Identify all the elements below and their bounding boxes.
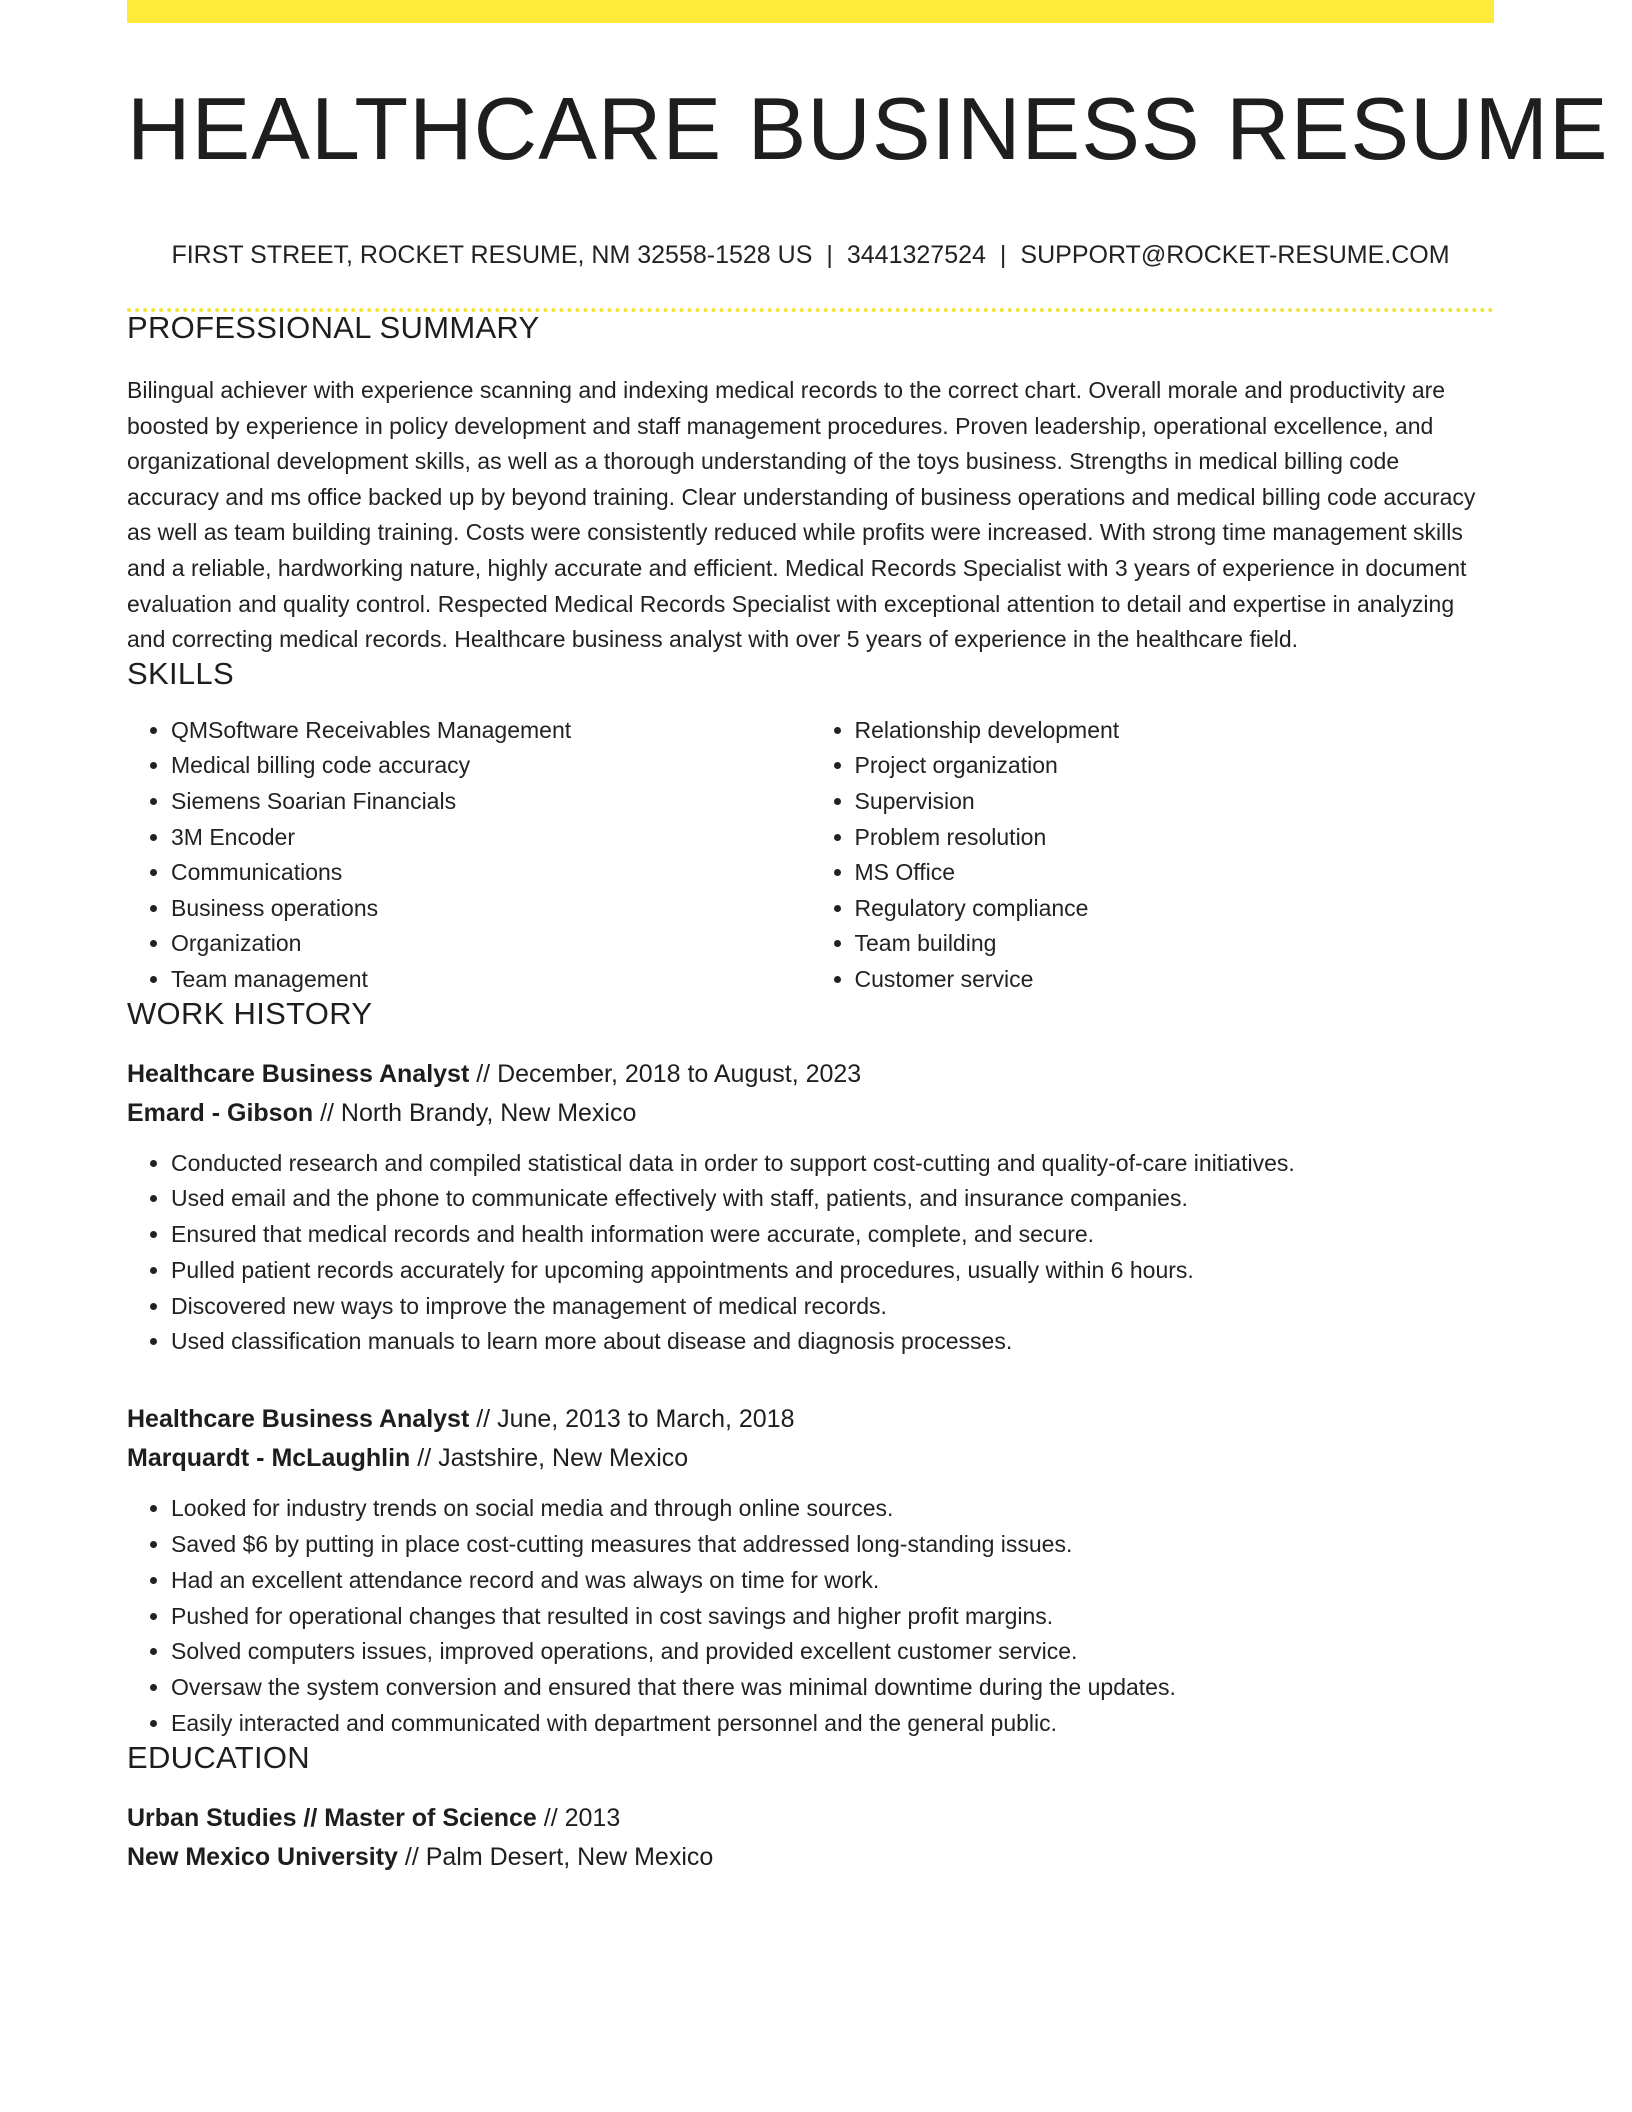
skills-list-left [127, 713, 811, 998]
job-title-line [127, 1400, 1494, 1439]
skill-item: • Team management [171, 962, 811, 998]
skill-item: • Relationship development [855, 713, 1495, 749]
education-entry [127, 1799, 1494, 1877]
job-entry [127, 1055, 1494, 1361]
skill-item: • Project organization [855, 748, 1495, 784]
skill-item: • MS Office [855, 855, 1495, 891]
top-accent-bar [127, 0, 1494, 23]
job-company-line [127, 1439, 1494, 1478]
skill-item: • Communications [171, 855, 811, 891]
work-history-heading: WORK HISTORY [127, 995, 373, 1031]
education-school-line [127, 1838, 1494, 1877]
contact-line [127, 243, 1494, 268]
job-bullets [127, 1146, 1494, 1361]
skill-item: • Siemens Soarian Financials [171, 784, 811, 820]
job-bullet: • Conducted research and compiled statistical data in order to support cost-cutting and quality-of-care initiatives. [171, 1146, 1494, 1182]
contact-phone: 3441327524 [846, 241, 986, 269]
job-bullet: • Pulled patient records accurately for upcoming appointments and procedures, usually within 6 hours. [171, 1253, 1494, 1289]
skill-item: • Business operations [171, 891, 811, 927]
summary-text: Bilingual achiever with experience scanning and indexing medical records to the correct chart. Overall morale and productivity are boosted by experience in policy development and staff management procedures. Proven leadership, operational excellence, and organizational development skills, as well as a thorough understanding of the toys business. Strengths in medical billing code accuracy and ms office backed up by beyond training. Clear understanding of business operations and medical billing code accuracy as well as team building training. Costs were consistently reduced while profits were increased. With strong time management skills and a reliable, hardworking nature, highly accurate and efficient. Medical Records Specialist with 3 years of experience in document evaluation and quality control. Respected Medical Records Specialist with exceptional attention to detail and expertise in analyzing and correcting medical records. Healthcare business analyst with over 5 years of experience in the healthcare field. [127, 377, 1476, 653]
job-company: Marquardt - McLaughlin [127, 1444, 411, 1473]
skills-grid [127, 713, 1494, 998]
job-bullet: • Used email and the phone to communicate effectively with staff, patients, and insurance companies. [171, 1181, 1494, 1217]
contact-address: FIRST STREET, ROCKET RESUME, NM 32558-1528 US [171, 241, 813, 269]
skill-item: • Organization [171, 926, 811, 962]
resume-page [127, 0, 1609, 1877]
job-dates: // June, 2013 to March, 2018 [469, 1405, 795, 1434]
skill-item: • Team building [855, 926, 1495, 962]
job-bullets [127, 1491, 1494, 1742]
job-bullet: • Had an excellent attendance record and was always on time for work. [171, 1563, 1494, 1599]
education-heading: EDUCATION [127, 1739, 310, 1775]
job-bullet: • Oversaw the system conversion and ensured that there was minimal downtime during the updates. [171, 1670, 1494, 1706]
skill-item: • Supervision [855, 784, 1495, 820]
job-bullet: • Saved $6 by putting in place cost-cutting measures that addressed long-standing issues. [171, 1527, 1494, 1563]
job-entry [127, 1400, 1494, 1742]
skill-item: • Customer service [855, 962, 1495, 998]
job-location: // North Brandy, New Mexico [313, 1098, 637, 1127]
job-role: Healthcare Business Analyst [127, 1405, 470, 1434]
job-role: Healthcare Business Analyst [127, 1059, 470, 1088]
contact-separator: | [826, 241, 833, 269]
skill-item: • QMSoftware Receivables Management [171, 713, 811, 749]
skill-item: • Problem resolution [855, 820, 1495, 856]
job-title-line [127, 1055, 1494, 1094]
education-degree: Urban Studies // Master of Science [127, 1803, 537, 1832]
job-bullet: • Discovered new ways to improve the management of medical records. [171, 1289, 1494, 1325]
skills-heading: SKILLS [127, 655, 234, 691]
summary-heading: PROFESSIONAL SUMMARY [127, 310, 540, 345]
skill-item: • Regulatory compliance [855, 891, 1495, 927]
job-bullet: • Pushed for operational changes that resulted in cost savings and higher profit margins. [171, 1599, 1494, 1635]
job-bullet: • Solved computers issues, improved operations, and provided excellent customer service. [171, 1634, 1494, 1670]
education-location: // Palm Desert, New Mexico [397, 1842, 714, 1871]
job-bullet: • Easily interacted and communicated with department personnel and the general public. [171, 1706, 1494, 1742]
job-company: Emard - Gibson [127, 1098, 314, 1127]
skill-item: • Medical billing code accuracy [171, 748, 811, 784]
contact-separator: | [999, 241, 1007, 269]
job-dates: // December, 2018 to August, 2023 [469, 1059, 862, 1088]
education-school: New Mexico University [127, 1842, 398, 1871]
education-year: // 2013 [536, 1803, 621, 1832]
job-company-line [127, 1094, 1494, 1133]
education-degree-line [127, 1799, 1494, 1838]
skills-list-right [811, 713, 1495, 998]
job-bullet: • Used classification manuals to learn more about disease and diagnosis processes. [171, 1324, 1494, 1360]
job-bullet: • Ensured that medical records and health information were accurate, complete, and secure. [171, 1217, 1494, 1253]
resume-title: HEALTHCARE BUSINESS RESUME [127, 79, 1609, 178]
contact-email[interactable]: SUPPORT@ROCKET-RESUME.COM [1020, 241, 1450, 269]
job-bullet: • Looked for industry trends on social media and through online sources. [171, 1491, 1494, 1527]
job-location: // Jastshire, New Mexico [410, 1444, 689, 1473]
skill-item: • 3M Encoder [171, 820, 811, 856]
